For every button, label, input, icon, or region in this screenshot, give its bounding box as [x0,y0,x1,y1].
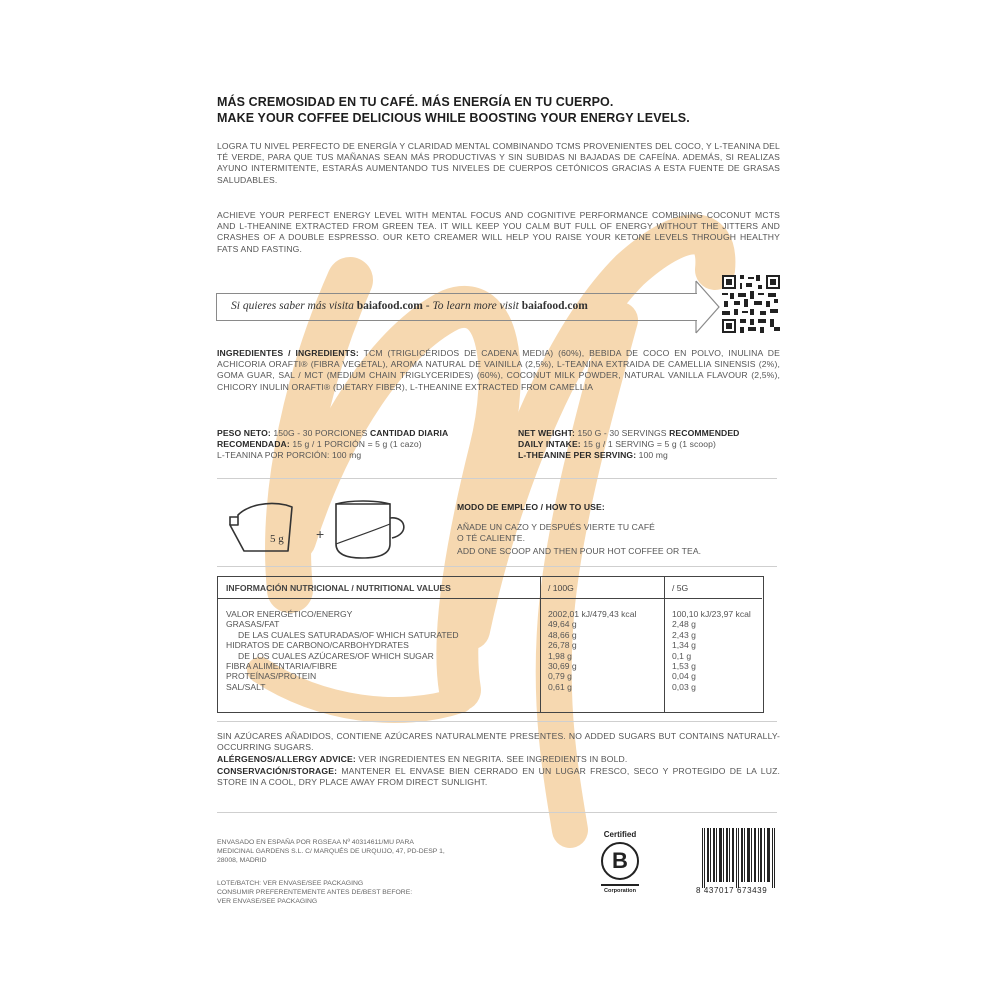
allergen-text: VER INGREDIENTES EN NEGRITA. SEE INGREDIENTS IN BOLD. [358,754,628,764]
nutrition-value-100g: 2002,01 kJ/479,43 kcal [548,609,637,619]
packer-line-3: 28008, MADRID [217,857,267,864]
storage-label: CONSERVACIÓN/STORAGE: [217,766,338,776]
best-before-line-2: VER ENVASE/SEE PACKAGING [217,898,318,905]
net-weight-value-es: 150G - 30 PORCIONES [273,428,368,438]
ingredients-text: TCM (TRIGLICÉRIDOS DE CADENA MEDIA) (60%), BEBIDA DE COCO EN POLVO, INULINA DE ACHICORIA ORAFTI® (FIBRA VEGETAL), AROMA NATURAL DE VAINILLA (2,5%), L-TEANINA EXTRAIDA DE CAMELLIA SINENSIS (2%), GOMA GUAR, SAL / MCT (MEDIUM CHAIN TRIGLYCERIDES) (60%), COCONUT MILK POWDER, NATURAL VANILLA FLAVOUR (2,5%), CHICORY INULIN ORAFTI® (DIETARY FIBER), L-THEANINE EXTRACTED FROM CAMELLIA [217,348,780,392]
coffee-cup-icon [330,498,412,560]
visit-text-en: To learn more visit [432,300,519,312]
packer-line-1: ENVASADO EN ESPAÑA POR RGSEAA Nº 40314611/MU PARA [217,839,414,846]
intro-paragraph-es: LOGRA TU NIVEL PERFECTO DE ENERGÍA Y CLARIDAD MENTAL COMBINANDO TCMS PROVENIENTES DEL COCO, Y L-TEANINA DEL TÉ VERDE, PARA QUE TUS MAÑANAS SEAN MÁS PRODUCTIVAS Y SIN SUBIDAS NI BAJADAS DE CAFEÍNA. ADEMÁS, SI REALIZAS AYUNO INTERMITENTE, ESTARÁS AUMENTANDO TUS NIVELES DE CUERPOS CETÓNICOS GRACIAS A ESTA FUENTE DE GRASAS SALUDABLES. [217,141,780,185]
ingredients-label: INGREDIENTES / INGREDIENTS: [217,348,359,358]
nutrition-row-label: GRASAS/FAT [226,619,280,630]
nutrition-row-label: VALOR ENERGÉTICO/ENERGY [226,609,353,619]
divider-top [217,478,777,479]
added-sugars-note: SIN AZÚCARES AÑADIDOS, CONTIENE AZÚCARES NATURALMENTE PRESENTES. NO ADDED SUGARS BUT CONTAINS NATURALLY-OCCURRING SUGARS. [217,731,780,753]
b-corp-rule [601,884,639,886]
packer-line-2: MEDICINAL GARDENS S.L. C/ MARQUÉS DE URQUIJO, 47, PD-DESP 1, [217,848,445,855]
how-to-use-es-line1: AÑADE UN CAZO Y DESPUÉS VIERTE TU CAFÉ [457,522,656,532]
divider-bottom [217,812,777,813]
nutrition-header-label: INFORMACIÓN NUTRICIONAL / NUTRITIONAL VALUES [226,583,451,593]
allergen-label: ALÉRGENOS/ALLERGY ADVICE: [217,754,356,764]
recommended-value-es: 15 g / 1 PORCIÓN = 5 g (1 cazo) [292,439,422,450]
nutrition-value-5g: 0,1 g [672,650,692,661]
nutrition-value-5g: 2,43 g [672,629,696,640]
nutrition-row-label: PROTEÍNAS/PROTEIN [226,671,317,682]
nutrition-row-label: DE LOS CUALES AZÚCARES/OF WHICH SUGAR [238,650,434,661]
net-weight-label-en: NET WEIGHT: [518,428,575,438]
b-corp-logo [598,830,642,912]
theanine-label-en: L-THEANINE PER SERVING: [518,450,637,461]
ingredients-block [217,348,780,393]
nutrition-col-divider-2 [664,576,665,713]
divider-middle [217,566,777,567]
recommended-label-es: RECOMENDADA: [217,439,290,450]
visit-link-en[interactable]: baiafood.com [521,300,588,312]
visit-text-es: Si quieres saber más visita [231,300,354,312]
nutrition-col-divider-1 [540,576,541,713]
nutrition-value-5g: 2,48 g [672,619,696,630]
b-corp-letter: B [601,842,639,880]
theanine-value-en: 100 mg [638,450,668,461]
packer-info [217,838,445,865]
barcode-number: 8 437017 673439 [696,886,768,895]
headline-es: MÁS CREMOSIDAD EN TU CAFÉ. MÁS ENERGÍA EN TU CUERPO. [217,95,614,109]
nutrition-value-5g: 0,04 g [672,671,696,682]
visit-link-es[interactable]: baiafood.com [356,300,423,312]
nutrition-value-5g: 100,10 kJ/23,97 kcal [672,609,751,619]
nutrition-value-5g: 1,34 g [672,640,696,651]
scoop-icon [228,495,318,555]
batch-line: LOTE/BATCH: VER ENVASE/SEE PACKAGING [217,880,364,887]
intro-paragraph-en: ACHIEVE YOUR PERFECT ENERGY LEVEL WITH MENTAL FOCUS AND COGNITIVE PERFORMANCE COMBINING COCONUT MCTS AND L-THEANINE EXTRACTED FROM GREEN TEA. IT WILL KEEP YOU CALM BUT FULL OF ENERGY WITHOUT THE JITTERS AND CRASHES OF A DOUBLE ESPRESSO. OUR KETO CREAMER WILL HELP YOU RAISE YOUR KETONE LEVELS THROUGH HEALTHY FATS AND FASTING. [217,210,780,254]
nutrition-value-100g: 48,66 g [548,629,577,640]
daily-intake-label-en: DAILY INTAKE: [518,439,581,450]
net-weight-en [518,428,783,462]
nutrition-value-5g: 1,53 g [672,661,696,672]
nutrition-values-100g [548,609,636,692]
b-corp-corporation-text: Corporation [603,888,636,894]
best-before-line-1: CONSUMIR PREFERENTEMENTE ANTES DE/BEST BEFORE: [217,889,413,896]
nutrition-row-label: HIDRATOS DE CARBONO/CARBOHYDRATES [226,640,409,651]
nutrition-value-100g: 26,78 g [548,640,577,651]
nutrition-value-100g: 1,98 g [548,650,572,661]
theanine-per-serving-es: L-TEANINA POR PORCIÓN: 100 mg [217,450,362,461]
daily-intake-value-en: 15 g / 1 SERVING = 5 g (1 scoop) [583,439,716,450]
nutrition-value-100g: 0,79 g [548,671,572,682]
arrow-head-icon [695,280,721,334]
net-weight-label-es: PESO NETO: [217,428,271,438]
batch-info [217,879,412,906]
nutrition-header-5g: / 5G [672,583,689,593]
daily-amount-label-es: CANTIDAD DIARIA [369,428,449,438]
nutrition-labels [226,609,459,692]
net-weight-value-en: 150 G - 30 SERVINGS [577,428,667,438]
how-to-use-es-line2: O TÉ CALIENTE. [457,533,526,543]
product-label-panel [200,70,800,930]
nutrition-value-100g: 30,69 g [548,661,577,672]
nutrition-value-100g: 49,64 g [548,619,577,630]
how-to-use-en: ADD ONE SCOOP AND THEN POUR HOT COFFEE OR TEA. [457,546,702,556]
storage-note [217,766,780,788]
nutrition-row-label: FIBRA ALIMENTARIA/FIBRE [226,661,338,672]
net-weight-es [217,428,497,462]
nutrition-header-100g: / 100G [548,583,574,593]
recommended-label-en: RECOMMENDED [669,428,740,438]
headline-en: MAKE YOUR COFFEE DELICIOUS WHILE BOOSTING YOUR ENERGY LEVELS. [217,111,690,125]
divider-lower [217,721,777,722]
scoop-label: 5 g [270,533,284,545]
visit-separator: - [425,300,430,312]
nutrition-value-100g: 0,61 g [548,681,572,692]
nutrition-value-5g: 0,03 g [672,681,696,692]
visit-banner [216,293,697,321]
nutrition-row-label: DE LAS CUALES SATURADAS/OF WHICH SATURATED [238,629,459,640]
how-to-use-title: MODO DE EMPLEO / HOW TO USE: [457,502,605,512]
nutrition-values-5g [672,609,751,692]
plus-sign: + [316,526,325,542]
allergen-note [217,754,780,765]
qr-code-icon[interactable] [722,275,780,333]
b-corp-certified-text: Certified [603,830,637,839]
storage-text: MANTENER EL ENVASE BIEN CERRADO EN UN LUGAR FRESCO, SECO Y PROTEGIDO DE LA LUZ. STORE IN A COOL, DRY PLACE AWAY FROM DIRECT SUNLIGHT. [217,766,781,788]
nutrition-row-label: SAL/SALT [226,681,266,692]
